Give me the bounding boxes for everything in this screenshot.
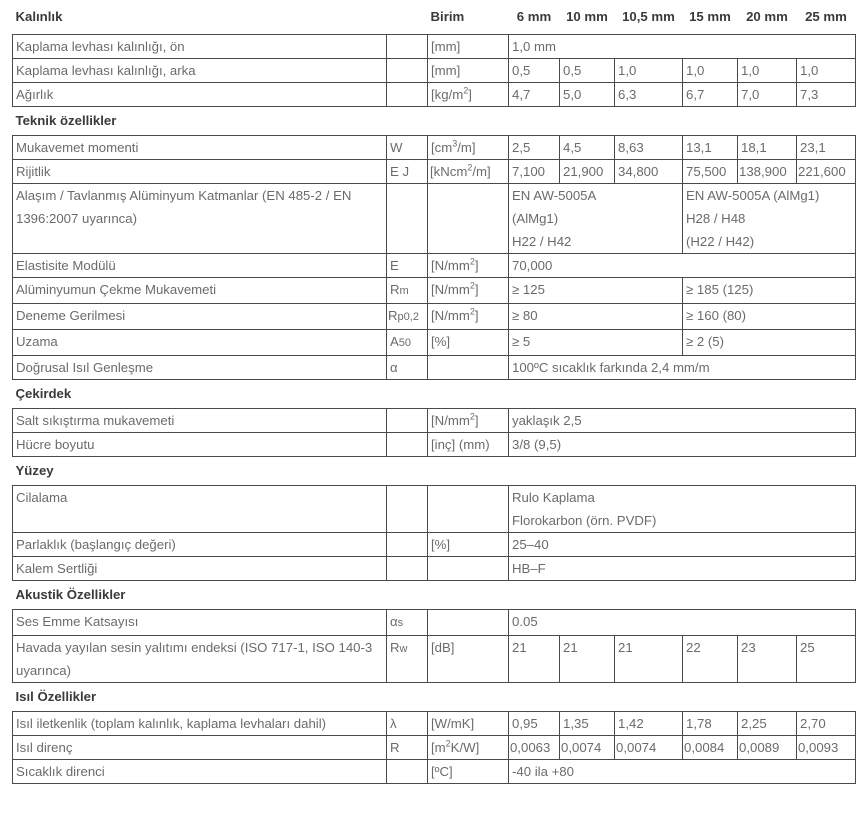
row-value: 6,7	[683, 83, 738, 107]
row-unit	[428, 160, 509, 184]
row-value: 0,0074	[560, 736, 615, 760]
row-value: 0.05	[509, 610, 856, 636]
table-row	[13, 433, 856, 457]
row-unit	[428, 486, 509, 533]
row-unit: [W/mK]	[428, 712, 509, 736]
row-value: 1,35	[560, 712, 615, 736]
row-unit: [dB]	[428, 636, 509, 683]
table-row	[13, 254, 856, 278]
unit-superscript: 2	[469, 256, 475, 267]
table-row	[13, 330, 856, 356]
row-value: 1,42	[615, 712, 683, 736]
section-title: Akustik Özellikler	[15, 587, 126, 602]
row-value: 7,100	[509, 160, 560, 184]
row-value: Rulo Kaplama Florokarbon (örn. PVDF)	[509, 486, 856, 533]
row-label: Kaplama levhası kalınlığı, ön	[13, 35, 387, 59]
row-value: 23,1	[797, 136, 856, 160]
row-symbol	[387, 330, 428, 356]
row-value: 4,7	[509, 83, 560, 107]
row-value: 1,0	[797, 59, 856, 83]
row-value: 22	[683, 636, 738, 683]
symbol-base: A	[390, 334, 399, 349]
row-symbol	[387, 636, 428, 683]
symbol-subscript: 50	[398, 337, 412, 349]
row-symbol: R	[387, 736, 428, 760]
table-row	[13, 304, 856, 330]
row-value: 21,900	[560, 160, 615, 184]
symbol-header	[387, 0, 428, 35]
table-row	[13, 610, 856, 636]
symbol-base: α	[390, 614, 398, 629]
row-value-left: ≥ 5	[509, 330, 683, 356]
row-value-right: ≥ 160 (80)	[683, 304, 856, 330]
row-label: Deneme Gerilmesi	[13, 304, 387, 330]
row-symbol: α	[387, 356, 428, 380]
row-value: 2,25	[738, 712, 797, 736]
symbol-subscript: s	[397, 617, 404, 629]
row-value: 0,0063	[509, 736, 560, 760]
section-title-kalinlik: Kalınlık	[15, 9, 63, 24]
unit-end: ]	[474, 413, 479, 428]
row-symbol	[387, 35, 428, 59]
symbol-subscript: w	[399, 643, 408, 655]
row-value: yaklaşık 2,5	[509, 409, 856, 433]
row-value: 8,63	[615, 136, 683, 160]
unit-end: K/W]	[450, 740, 480, 755]
table-row	[13, 636, 856, 683]
row-value: 0,0089	[738, 736, 797, 760]
row-label: Parlaklık (başlangıç değeri)	[13, 533, 387, 557]
unit-end: ]	[474, 308, 479, 323]
row-label: Sıcaklık direnci	[13, 760, 387, 784]
row-value: 3/8 (9,5)	[509, 433, 856, 457]
unit-base: [N/mm	[431, 308, 470, 323]
unit-superscript: 2	[467, 162, 473, 173]
unit-superscript: 2	[469, 306, 475, 317]
table-row	[13, 160, 856, 184]
row-symbol	[387, 304, 428, 330]
row-label: Ses Emme Katsayısı	[13, 610, 387, 636]
row-unit	[428, 254, 509, 278]
row-label: Cilalama	[13, 486, 387, 533]
size-header-20: 20 mm	[746, 9, 788, 24]
row-unit	[428, 304, 509, 330]
unit-end: ]	[474, 282, 479, 297]
row-unit: [%]	[428, 330, 509, 356]
row-symbol	[387, 533, 428, 557]
row-value-right: ≥ 185 (125)	[683, 278, 856, 304]
table-row	[13, 278, 856, 304]
size-header-10: 10 mm	[566, 9, 608, 24]
size-header-10-5: 10,5 mm	[622, 9, 675, 24]
row-unit	[428, 184, 509, 254]
unit-base: [kNcm	[430, 164, 468, 179]
symbol-base: R	[390, 640, 400, 655]
row-value-left: EN AW-5005A (AlMg1) H22 / H42	[509, 184, 683, 254]
table-row	[13, 486, 856, 533]
row-unit: [mm]	[428, 59, 509, 83]
section-header-isil	[13, 683, 856, 712]
unit-base: [kg/m	[431, 87, 464, 102]
table-row	[13, 557, 856, 581]
symbol-base: R	[388, 308, 398, 323]
unit-end: /m]	[457, 140, 476, 155]
row-value: 221,600	[797, 160, 856, 184]
row-unit	[428, 557, 509, 581]
table-row	[13, 35, 856, 59]
row-value: 138,900	[738, 160, 797, 184]
unit-superscript: 2	[469, 280, 475, 291]
unit-end: ]	[468, 87, 472, 102]
unit-superscript: 2	[463, 85, 469, 96]
row-label: Alüminyumun Çekme Mukavemeti	[13, 278, 387, 304]
row-value: 0,95	[509, 712, 560, 736]
row-value: 21	[615, 636, 683, 683]
spec-table	[12, 0, 856, 784]
table-row	[13, 59, 856, 83]
row-label: Ağırlık	[13, 83, 387, 107]
row-unit: [ºC]	[428, 760, 509, 784]
row-symbol	[387, 409, 428, 433]
unit-base: [cm	[431, 140, 453, 155]
row-value-left: ≥ 80	[509, 304, 683, 330]
row-value: 23	[738, 636, 797, 683]
row-value: 5,0	[560, 83, 615, 107]
row-symbol	[387, 610, 428, 636]
row-unit	[428, 136, 509, 160]
row-value: 0,0074	[615, 736, 683, 760]
row-label: Isıl direnç	[13, 736, 387, 760]
row-symbol	[387, 278, 428, 304]
row-value: 6,3	[615, 83, 683, 107]
row-symbol: W	[387, 136, 428, 160]
row-value: 25	[797, 636, 856, 683]
table-row	[13, 83, 856, 107]
size-header-25: 25 mm	[805, 9, 847, 24]
row-unit	[428, 736, 509, 760]
row-label: Isıl iletkenlik (toplam kalınlık, kaplama levhaları dahil)	[13, 712, 387, 736]
unit-base: [N/mm	[431, 258, 470, 273]
unit-header: Birim	[430, 9, 465, 24]
row-value: 2,70	[797, 712, 856, 736]
symbol-subscript: m	[399, 285, 409, 297]
section-title: Isıl Özellikler	[15, 689, 97, 704]
section-title: Teknik özellikler	[15, 113, 117, 128]
row-value: 7,0	[738, 83, 797, 107]
row-label: Alaşım / Tavlanmış Alüminyum Katmanlar (EN 485-2 / EN 1396:2007 uyarınca)	[13, 184, 387, 254]
row-unit	[428, 610, 509, 636]
unit-base: [N/mm	[431, 413, 470, 428]
section-header-cekirdek	[13, 380, 856, 409]
row-label: Hücre boyutu	[13, 433, 387, 457]
row-value: 1,0	[615, 59, 683, 83]
unit-end: ]	[474, 258, 479, 273]
row-unit: [mm]	[428, 35, 509, 59]
row-value: 2,5	[509, 136, 560, 160]
row-value: 13,1	[683, 136, 738, 160]
row-unit	[428, 409, 509, 433]
section-header-yuzey	[13, 457, 856, 486]
unit-base: [m	[431, 740, 446, 755]
row-label: Mukavemet momenti	[13, 136, 387, 160]
row-symbol	[387, 184, 428, 254]
table-row	[13, 760, 856, 784]
section-title: Çekirdek	[15, 386, 72, 401]
row-value: 100ºC sıcaklık farkında 2,4 mm/m	[509, 356, 856, 380]
row-label: Elastisite Modülü	[13, 254, 387, 278]
row-unit: [%]	[428, 533, 509, 557]
row-symbol	[387, 433, 428, 457]
table-row	[13, 736, 856, 760]
row-value-left: ≥ 125	[509, 278, 683, 304]
row-value-right: EN AW-5005A (AlMg1) H28 / H48 (H22 / H42)	[683, 184, 856, 254]
row-unit: [inç] (mm)	[428, 433, 509, 457]
row-value: 25–40	[509, 533, 856, 557]
row-symbol: λ	[387, 712, 428, 736]
row-label: Doğrusal Isıl Genleşme	[13, 356, 387, 380]
row-label: Salt sıkıştırma mukavemeti	[13, 409, 387, 433]
row-value: 0,0093	[797, 736, 856, 760]
row-symbol	[387, 486, 428, 533]
row-value: 7,3	[797, 83, 856, 107]
row-value: 0,0084	[683, 736, 738, 760]
header-row	[13, 0, 856, 35]
row-value: 1,0	[683, 59, 738, 83]
section-header-akustik	[13, 581, 856, 610]
symbol-base: R	[390, 282, 400, 297]
size-header-15: 15 mm	[689, 9, 731, 24]
row-value: -40 ila +80	[509, 760, 856, 784]
row-symbol	[387, 760, 428, 784]
symbol-subscript: p0,2	[397, 311, 419, 323]
row-symbol	[387, 59, 428, 83]
section-header-teknik	[13, 107, 856, 136]
row-value: 1,78	[683, 712, 738, 736]
row-unit	[428, 278, 509, 304]
row-unit	[428, 356, 509, 380]
row-value: 4,5	[560, 136, 615, 160]
unit-superscript: 3	[452, 138, 458, 149]
row-value: 1,0 mm	[509, 35, 856, 59]
row-value: 18,1	[738, 136, 797, 160]
row-label: Uzama	[13, 330, 387, 356]
unit-superscript: 2	[445, 738, 451, 749]
section-title: Yüzey	[15, 463, 54, 478]
row-value: 70,000	[509, 254, 856, 278]
table-row	[13, 356, 856, 380]
table-row	[13, 712, 856, 736]
table-row	[13, 184, 856, 254]
row-symbol: E	[387, 254, 428, 278]
unit-superscript: 2	[469, 411, 475, 422]
row-symbol: E J	[387, 160, 428, 184]
row-value: 34,800	[615, 160, 683, 184]
table-row	[13, 533, 856, 557]
row-value-right: ≥ 2 (5)	[683, 330, 856, 356]
table-row	[13, 409, 856, 433]
row-label: Kalem Sertliği	[13, 557, 387, 581]
unit-end: /m]	[472, 164, 491, 179]
row-symbol	[387, 83, 428, 107]
row-value: 1,0	[738, 59, 797, 83]
row-value: 21	[560, 636, 615, 683]
row-value: 0,5	[560, 59, 615, 83]
row-label: Rijitlik	[13, 160, 387, 184]
row-value: 75,500	[683, 160, 738, 184]
row-symbol	[387, 557, 428, 581]
row-label: Kaplama levhası kalınlığı, arka	[13, 59, 387, 83]
row-value: HB–F	[509, 557, 856, 581]
size-header-6: 6 mm	[516, 9, 552, 24]
row-unit	[428, 83, 509, 107]
row-value: 21	[509, 636, 560, 683]
row-value: 0,5	[509, 59, 560, 83]
row-label: Havada yayılan sesin yalıtımı endeksi (ISO 717-1, ISO 140-3 uyarınca)	[13, 636, 387, 683]
table-row	[13, 136, 856, 160]
unit-base: [N/mm	[431, 282, 470, 297]
